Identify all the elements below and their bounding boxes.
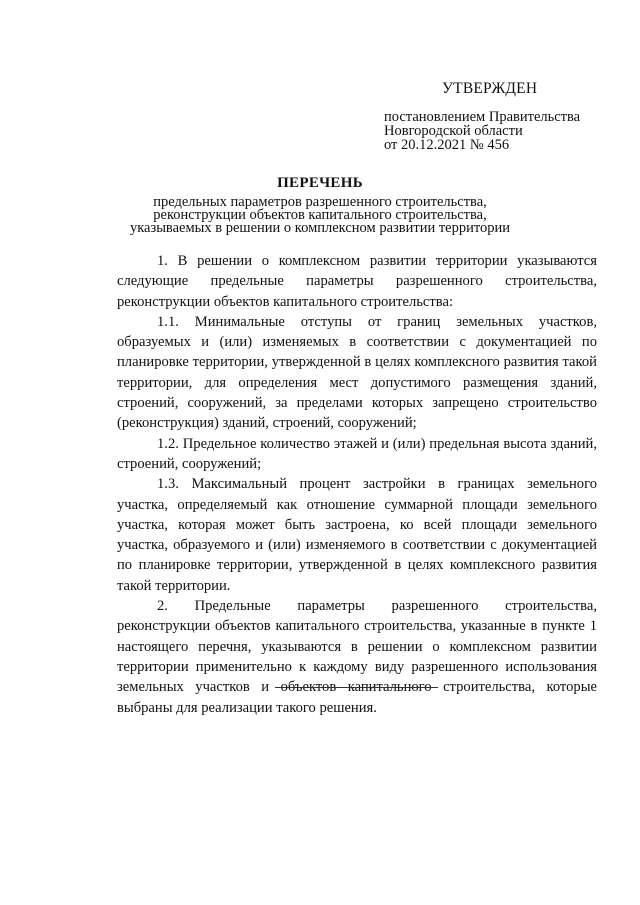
approval-line-resolution: постановлением Правительства — [384, 109, 581, 125]
approval-heading: УТВЕРЖДЕН — [442, 80, 538, 97]
approval-line-region: Новгородской области — [384, 123, 523, 139]
approval-block — [384, 82, 624, 152]
document-subtitle: предельных параметров разрешенного строительства, реконструкции объектов капитального строительства, указываемых в решении о комплексном развитии территории — [129, 194, 511, 236]
document-title: ПЕРЕЧЕНЬ — [277, 175, 363, 191]
paragraph-1-1: 1.1. Минимальные отступы от границ земельных участков, образуемых и (или) изменяемых в соответствии с документацией по планировке территории, утвержденной в целях комплексного развития такой территории, для определения мест допустимого размещения зданий, строений, сооружений, за пределами которых запрещено строительство (реконструкция) зданий, строений, сооружений; — [117, 313, 597, 432]
paragraph-1-3: 1.3. Максимальный процент застройки в границах земельного участка, определяемый как отношение суммарной площади земельного участка, которая может быть застроена, ко всей площади земельного участка, образуемого и (или) изменяемого в соответствии с документацией по планировке территории, утвержденной в целях комплексного развития такой территории. — [117, 476, 597, 594]
end-divider — [275, 687, 438, 688]
paragraph-1-2: 1.2. Предельное количество этажей и (или) предельная высота зданий, строений, сооружений; — [117, 435, 597, 472]
approval-line-date-number: от 20.12.2021 № 456 — [384, 137, 510, 153]
paragraph-2: 2. Предельные параметры разрешенного строительства, реконструкции объектов капитального строительства, указанные в пункте 1 настоящего перечня, указываются в решении о комплексном развитии территории применительно к каждому виду разрешенного использования земельных участков и объектов капитального строительства, которые выбраны для реализации такого решения. — [117, 598, 597, 716]
document-body — [117, 251, 597, 718]
paragraph-1: 1. В решении о комплексном развитии территории указываются следующие предельные параметры разрешенного строительства, реконструкции объектов капитального строительства: — [117, 253, 597, 310]
